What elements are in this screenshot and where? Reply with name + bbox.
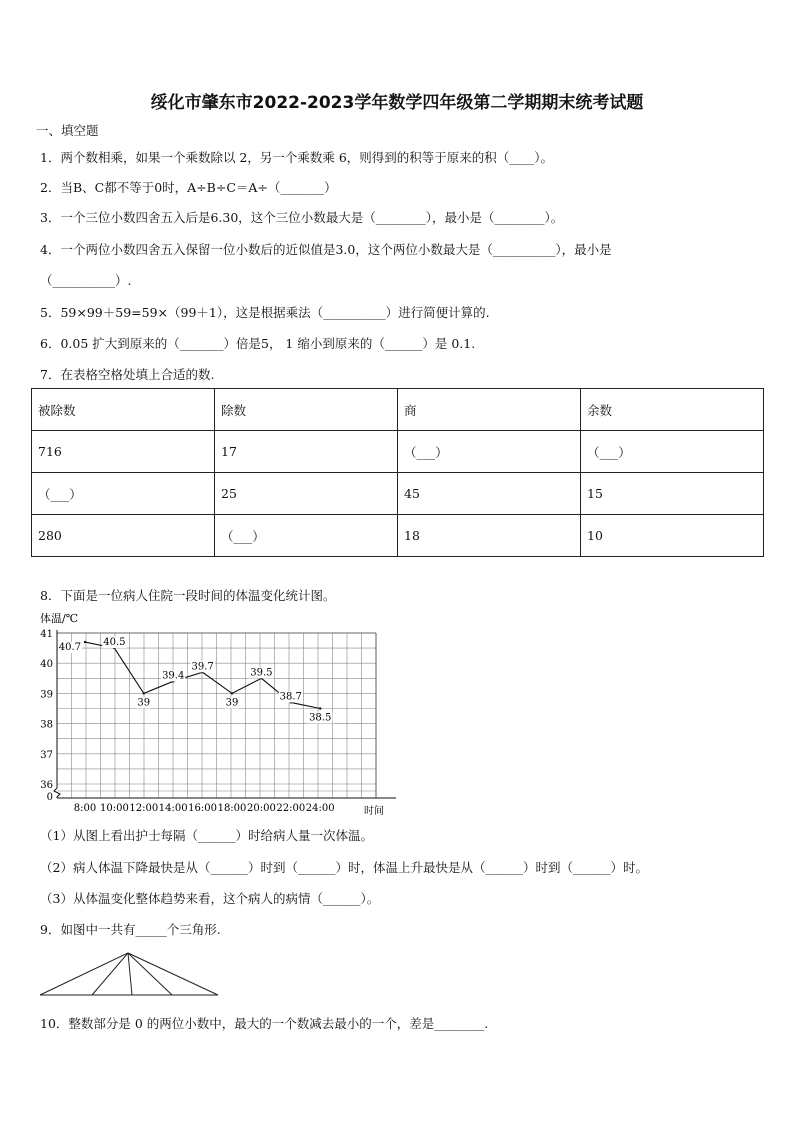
table-cell: （___） <box>32 473 215 515</box>
figure-inner-line <box>128 953 172 995</box>
table-cell: （___） <box>398 431 581 473</box>
question-5: 5．59×99＋59=59×（99＋1），这是根据乘法（__________）进行简便计算的. <box>40 305 490 320</box>
table-cell: 45 <box>398 473 581 515</box>
table-cell: （___） <box>215 515 398 557</box>
x-tick-label: 16:00 <box>188 803 218 814</box>
table-cell: 18 <box>398 515 581 557</box>
table-cell: （___） <box>581 431 764 473</box>
y-tick-label: 41 <box>40 629 53 640</box>
figure-inner-line <box>92 953 128 995</box>
table-header-cell: 商 <box>398 389 581 431</box>
question-6: 6．0.05 扩大到原来的（_______）倍是5， 1 缩小到原来的（______）是 0.1. <box>40 336 476 351</box>
data-point <box>319 707 321 709</box>
section-heading: 一、填空题 <box>36 123 99 138</box>
figure-side-line <box>40 953 128 995</box>
x-tick-label: 20:00 <box>246 803 276 814</box>
table-cell: 716 <box>32 431 215 473</box>
y-axis-label: 体温/℃ <box>40 612 79 625</box>
data-point <box>84 641 86 643</box>
table-header-cell: 被除数 <box>32 389 215 431</box>
question-8-part-1: （1）从图上看出护士每隔（______）时给病人量一次体温。 <box>40 828 373 843</box>
table-cell: 25 <box>215 473 398 515</box>
x-tick-label: 8:00 <box>73 803 97 814</box>
question-8: 8．下面是一位病人住院一段时间的体温变化统计图。 <box>40 588 336 603</box>
y-tick-label: 36 <box>40 780 53 791</box>
data-point <box>143 692 145 694</box>
data-label: 38.7 <box>279 691 302 703</box>
x-tick-label: 24:00 <box>305 803 335 814</box>
y-tick-label: 39 <box>40 689 53 701</box>
question-2: 2．当B、C都不等于0时，A÷B÷C＝A÷（_______） <box>40 180 337 195</box>
figure-inner-line <box>128 953 132 995</box>
x-axis-label: 时间 <box>364 806 384 817</box>
question-4: 4．一个两位小数四舍五入保留一位小数后的近似值是3.0，这个两位小数最大是（__________），最小是 <box>40 242 612 257</box>
triangle-figure <box>38 950 222 998</box>
question-1: 1．两个数相乘，如果一个乘数除以 2，另一个乘数乘 6，则得到的积等于原来的积（____）。 <box>40 150 554 165</box>
table-cell: 15 <box>581 473 764 515</box>
x-tick-label: 10:00 <box>99 803 129 814</box>
data-label: 39 <box>225 697 239 709</box>
y-tick-label: 37 <box>40 749 53 761</box>
data-label: 39.5 <box>250 667 273 679</box>
table-cell: 280 <box>32 515 215 557</box>
data-point <box>231 692 233 694</box>
table-header-cell: 余数 <box>581 389 764 431</box>
y-tick-label: 38 <box>40 719 53 731</box>
table-cell: 10 <box>581 515 764 557</box>
question-8-part-2: （2）病人体温下降最快是从（______）时到（______）时，体温上升最快是从（______）时到（______）时。 <box>40 860 648 875</box>
x-tick-label: 12:00 <box>129 803 159 814</box>
y-tick-label: 40 <box>40 659 53 671</box>
question-7: 7．在表格空格处填上合适的数. <box>40 367 215 382</box>
data-label: 39.4 <box>162 670 185 682</box>
question-3: 3．一个三位小数四舍五入后是6.30，这个三位小数最大是（________），最小是（________）。 <box>40 210 564 225</box>
x-tick-label: 22:00 <box>276 803 306 814</box>
question-9: 9．如图中一共有_____个三角形. <box>40 922 221 937</box>
data-label: 40.5 <box>103 637 126 649</box>
x-tick-label: 14:00 <box>158 803 188 814</box>
data-label: 38.5 <box>309 712 332 724</box>
table-header-cell: 除数 <box>215 389 398 431</box>
data-label: 39.7 <box>191 661 214 673</box>
question-10: 10．整数部分是 0 的两位小数中，最大的一个数减去最小的一个，差是________. <box>40 1016 489 1031</box>
data-label: 40.7 <box>58 642 81 654</box>
table-cell: 17 <box>215 431 398 473</box>
question-8-part-3: （3）从体温变化整体趋势来看，这个病人的病情（______）。 <box>40 891 380 906</box>
data-label: 39 <box>137 697 151 709</box>
x-tick-label: 18:00 <box>217 803 247 814</box>
figure-side-line <box>128 953 218 995</box>
page-title: 绥化市肇东市2022-2023学年数学四年级第二学期期末统考试题 <box>150 93 644 113</box>
y-tick-label: 0 <box>46 792 53 803</box>
question-4-continued: （__________）. <box>40 273 132 288</box>
y-axis-break <box>54 788 60 798</box>
